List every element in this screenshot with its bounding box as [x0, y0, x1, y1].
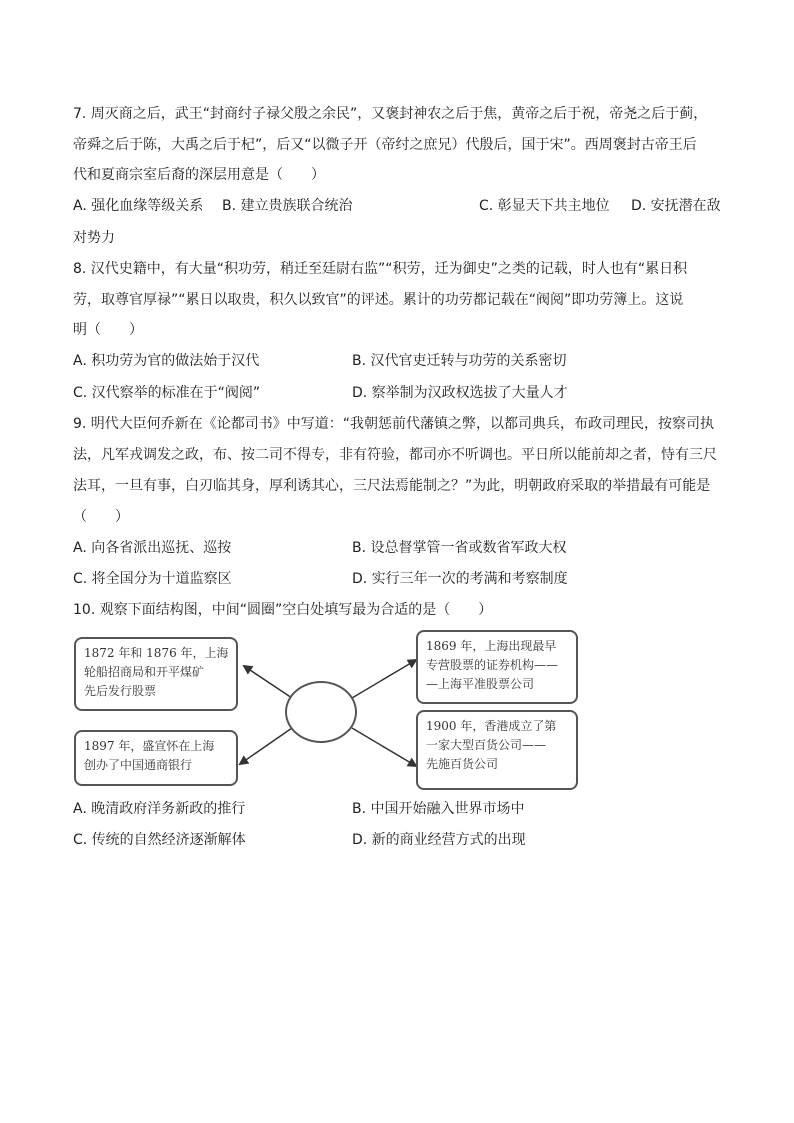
q9-option-d: D. 实行三年一次的考满和考察制度: [352, 571, 568, 587]
q9-stem-line-2: 法，凡军戎调发之政，布、按二司不得专，非有符验，都司亦不听调也。平日所以能前却之者，恃有三尺: [73, 447, 717, 463]
diagram-box-top-right: [416, 630, 578, 704]
q7-stem-line-2: 帝舜之后于陈，大禹之后于杞”，后又“以微子开（帝纣之庶兄）代殷后，国于宋”。西周褒封古帝王后: [73, 137, 697, 153]
arrow-top-left: [244, 666, 292, 698]
arrow-bottom-left: [240, 728, 292, 764]
q9-stem-line-3: 法耳，一旦有事，白刃临其身，厚利诱其心，三尺法焉能制之？”为此，明朝政府采取的举措最有可能是: [73, 478, 711, 494]
q7-option-a: A. 强化血缘等级关系: [73, 198, 204, 214]
q10-stem: 10. 观察下面结构图，中间“圆圈”空白处填写最为合适的是（ ）: [73, 602, 493, 618]
box-text-line: —上海平准股票公司: [426, 677, 535, 691]
q7-stem-line-1: 7. 周灭商之后，武王“封商纣子禄父殷之余民”，又褒封神农之后于焦，黄帝之后于祝，帝尧之后于蓟，: [73, 106, 708, 122]
box-text-line: 1869 年，上海出现最早: [426, 639, 557, 653]
q7-option-d-continued: 对势力: [73, 230, 115, 246]
diagram-box-top-left: [74, 637, 238, 711]
q10-option-d: D. 新的商业经营方式的出现: [352, 832, 526, 848]
box-text-line: 先施百货公司: [426, 757, 499, 771]
q10-option-a: A. 晚清政府洋务新政的推行: [73, 801, 246, 817]
box-text-line: 专营股票的证券机构——: [426, 658, 559, 672]
q9-option-c: C. 将全国分为十道监察区: [73, 571, 232, 587]
q10-option-b: B. 中国开始融入世界市场中: [352, 801, 525, 817]
box-text-line: 一家大型百货公司——: [426, 738, 547, 752]
box-text-line: 创办了中国通商银行: [84, 758, 193, 772]
box-text-line: 轮船招商局和开平煤矿: [84, 665, 205, 679]
arrow-bottom-right: [352, 728, 416, 766]
q9-stem-line-4: （ ）: [73, 509, 129, 525]
q8-option-c: C. 汉代察举的标准在于“阀阅”: [73, 385, 261, 401]
q9-option-b: B. 设总督掌管一省或数省军政大权: [352, 540, 567, 556]
q7-option-d: D. 安抚潜在敌: [631, 198, 721, 214]
diagram-box-bottom-right: [416, 710, 578, 790]
box-text-line: 1897 年，盛宣怀在上海: [84, 739, 215, 753]
q8-stem-line-1: 8. 汉代史籍中，有大量“积功劳，稍迁至廷尉右监”“积劳，迁为御史”之类的记载，时人也有“累日积: [73, 261, 688, 277]
box-text-line: 先后发行股票: [84, 684, 157, 698]
box-text-line: 1900 年，香港成立了第: [426, 719, 557, 733]
q8-option-d: D. 察举制为汉政权选拔了大量人才: [352, 385, 568, 401]
q8-option-a: A. 积功劳为官的做法始于汉代: [73, 353, 260, 369]
q7-option-b: B. 建立贵族联合统治: [222, 198, 353, 214]
structure-diagram: [70, 628, 590, 798]
box-text-line: 1872 年和 1876 年，上海: [84, 646, 229, 660]
q9-stem-line-1: 9. 明代大臣何乔新在《论都司书》中写道：“我朝惩前代藩镇之弊，以都司典兵，布政司理民，按察司执: [73, 416, 715, 432]
q8-stem-line-3: 明（ ）: [73, 322, 143, 338]
q10-option-c: C. 传统的自然经济逐渐解体: [73, 832, 246, 848]
q7-stem-line-3: 代和夏商宗室后裔的深层用意是（ ）: [73, 167, 325, 183]
q9-option-a: A. 向各省派出巡抚、巡按: [73, 540, 232, 556]
arrow-top-right: [352, 660, 416, 698]
blank-circle: [285, 681, 357, 743]
q8-option-b: B. 汉代官吏迁转与功劳的关系密切: [352, 353, 567, 369]
diagram-box-bottom-left: [74, 730, 238, 786]
q7-option-c: C. 彰显天下共主地位: [479, 198, 610, 214]
q8-stem-line-2: 劳，取尊官厚禄”“累日以取贵，积久以致官”的评述。累计的功劳都记载在“阀阅”即功劳簿上。这说: [73, 292, 684, 308]
